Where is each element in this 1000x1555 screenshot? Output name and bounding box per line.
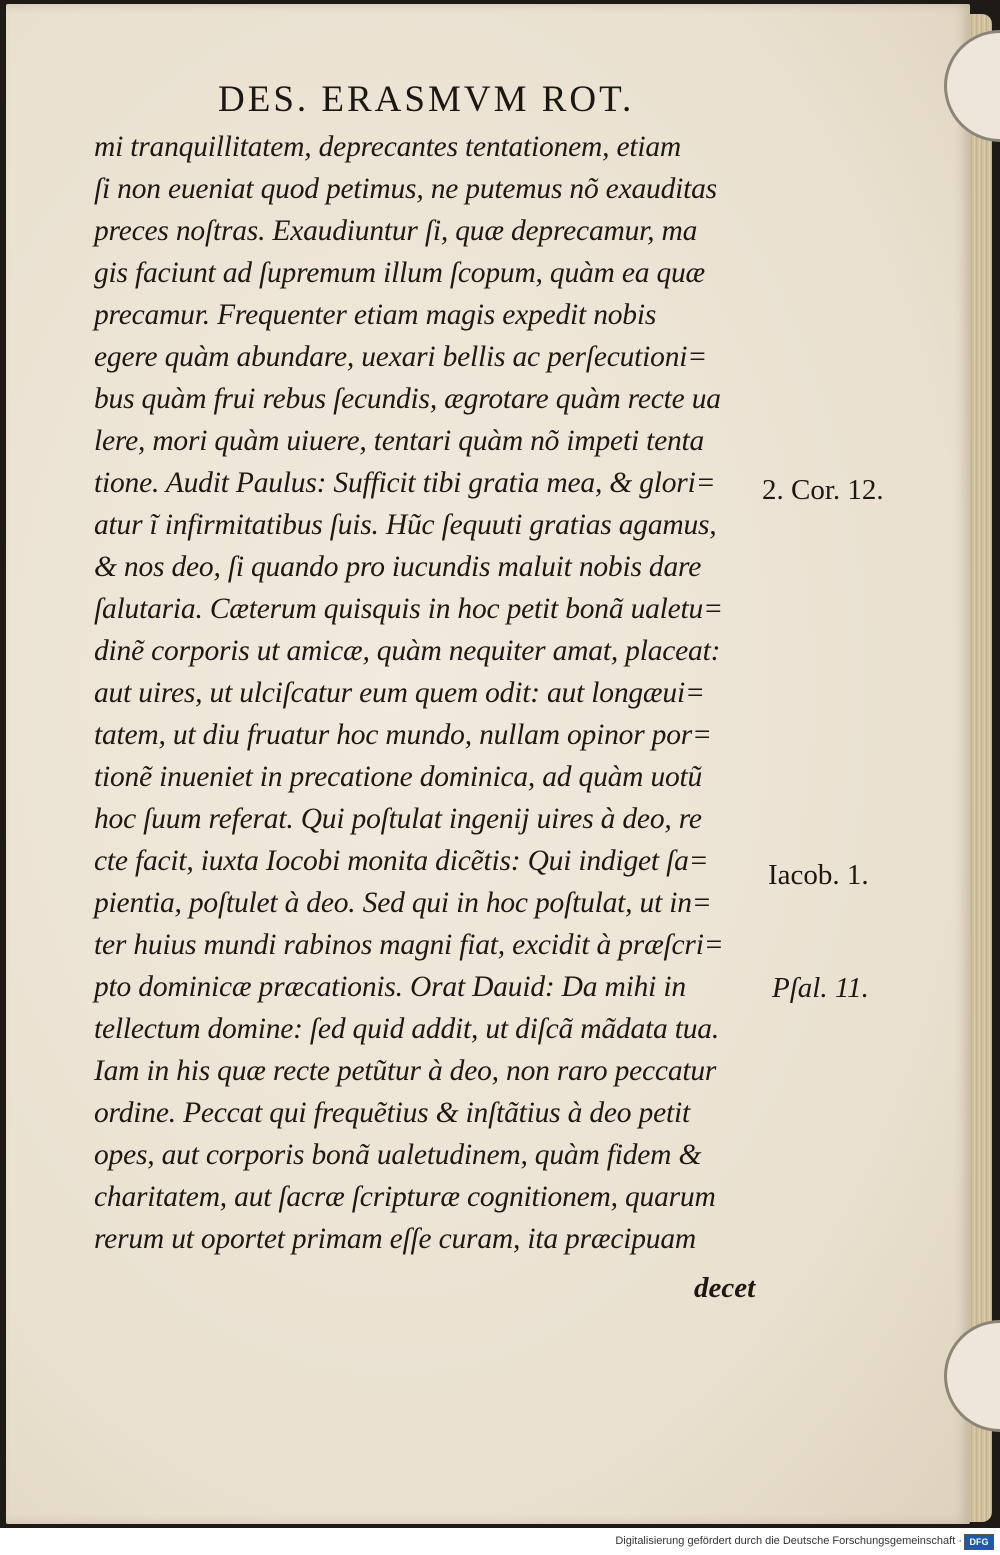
text-line: pto dominicæ præcationis. Orat Dauid: Da mihi in [94, 971, 686, 1003]
text-line: pientia, poſtulet à deo. Sed qui in hoc poſtulat, ut in= [94, 887, 712, 919]
text-line: mi tranquillitatem, deprecantes tentationem, etiam [94, 131, 682, 163]
text-line: preces noſtras. Exaudiuntur ſi, quæ deprecamur, ma [94, 215, 698, 247]
text-line: cte facit, iuxta Iocobi monita dicẽtis: Qui indiget ſa= [94, 845, 709, 877]
text-line: gis faciunt ad ſupremum illum ſcopum, quàm ea quæ [94, 257, 706, 289]
dfg-logo: DFG [964, 1534, 994, 1550]
catchword: decet [694, 1272, 756, 1304]
text-line: ſi non eueniat quod petimus, ne putemus nõ exauditas [94, 173, 717, 205]
text-line: Iam in his quæ recte petũtur à deo, non raro peccatur [94, 1055, 717, 1087]
text-line: lere, mori quàm uiuere, tentari quàm nõ impeti tenta [94, 425, 705, 457]
text-line: charitatem, aut ſacræ ſcripturæ cognitionem, quarum [94, 1181, 716, 1213]
text-line: & nos deo, ſi quando pro iucundis maluit nobis dare [94, 551, 702, 583]
marginal-note: 2. Cor. 12. [762, 474, 884, 506]
text-line: egere quàm abundare, uexari bellis ac perſecutioni= [94, 341, 707, 373]
running-head: DES. ERASMVM ROT. [218, 79, 635, 120]
text-line: tione. Audit Paulus: Sufficit tibi gratia mea, & glori= [94, 467, 716, 499]
text-line: aut uires, ut ulciſcatur eum quem odit: aut longæui= [94, 677, 705, 709]
text-line: ſalutaria. Cæterum quisquis in hoc petit bonã ualetu= [94, 593, 723, 625]
text-line: rerum ut oportet primam eſſe curam, ita præcipuam [94, 1223, 697, 1255]
marginal-note: Iacob. 1. [768, 859, 869, 891]
text-line: dinẽ corporis ut amicæ, quàm nequiter amat, placeat: [94, 635, 721, 667]
text-line: bus quàm frui rebus ſecundis, ægrotare quàm recte ua [94, 383, 721, 415]
footer-bar [0, 1528, 1000, 1555]
text-line: precamur. Frequenter etiam magis expedit nobis [94, 299, 657, 331]
text-line: ordine. Peccat qui frequẽtius & inſtãtius à deo petit [94, 1097, 690, 1129]
text-line: tionẽ inueniet in precatione dominica, ad quàm uotũ [94, 761, 703, 793]
text-line: tellectum domine: ſed quid addit, ut diſcã mãdata tua. [94, 1013, 719, 1045]
marginal-note: Pſal. 11. [772, 972, 869, 1004]
text-line: tatem, ut diu fruatur hoc mundo, nullam opinor por= [94, 719, 712, 751]
text-line: opes, aut corporis bonã ualetudinem, quàm fidem & [94, 1139, 702, 1171]
text-line: ter huius mundi rabinos magni fiat, excidit à præſcri= [94, 929, 724, 961]
text-line: hoc ſuum referat. Qui poſtulat ingenij uires à deo, re [94, 803, 702, 835]
text-line: atur ĩ infirmitatibus ſuis. Hũc ſequuti gratias agamus, [94, 509, 717, 541]
funding-credit: Digitalisierung gefördert durch die Deutsche Forschungsgemeinschaft · [615, 1535, 962, 1547]
